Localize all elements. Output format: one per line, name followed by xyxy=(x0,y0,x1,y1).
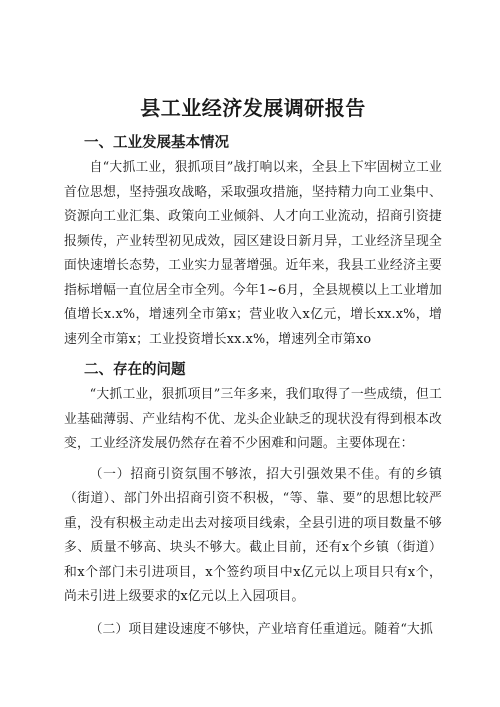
paragraph-problem-investment: （一）招商引资氛围不够浓，招大引强效果不佳。有的乡镇（街道）、部门外出招商引资不积极，“等、靠、要”的思想比较严重，没有积极主动走出去对接项目线索，全县引进的项目数量不够多、质量不够高、块头不够大。截止目前，还有x个乡镇（街道）和x个部门未引进项目，x个签约项目中x亿元以上项目只有x个，尚未引进上级要求的x亿元以上入园项目。 xyxy=(64,466,442,604)
paragraph-problems-intro: “大抓工业，狠抓项目”三年多来，我们取得了一些成绩，但工业基础薄弱、产业结构不优、龙头企业缺乏的现状没有得到根本改变，工业经济发展仍然存在着不少困难和问题。主要体现在： xyxy=(64,387,442,451)
paragraph-basic-situation: 自“大抓工业，狠抓项目”战打响以来，全县上下牢固树立工业首位思想，坚持强攻战略，采取强攻措施，坚持精力向工业集中、资源向工业汇集、政策向工业倾斜、人才向工业流动，招商引资捷报频传，产业转型初见成效，园区建设日新月异，工业经济呈现全面快速增长态势，工业实力显著增强。近年来，我县工业经济主要指标增幅一直位居全市全列。今年1~6月，全县规模以上工业增加值增长x.x%，增速列全市第x；营业收入x亿元，增长xx.x%，增速列全市第x；工业投资增长xx.x%，增速列全市第xo xyxy=(64,160,442,347)
document-title: 县工业经济发展调研报告 xyxy=(140,96,366,120)
section-heading-problems: 二、存在的问题 xyxy=(84,362,186,378)
paragraph-problem-projects: （二）项目建设速度不够快，产业培育任重道远。随着“大抓 xyxy=(89,621,433,637)
section-heading-basic-situation: 一、工业发展基本情况 xyxy=(84,135,229,151)
